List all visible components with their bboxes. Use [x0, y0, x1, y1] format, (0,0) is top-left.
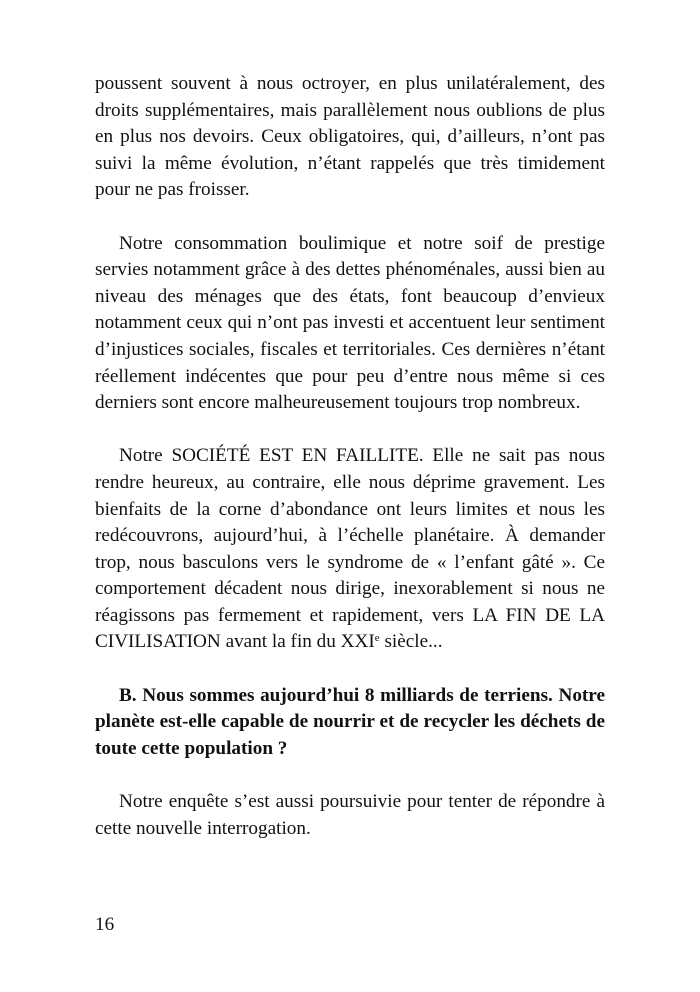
paragraph-consumption: Notre consommation boulimique et notre soif de prestige servies notamment grâce à des dettes phénoménales, aussi bien au niveau des ménages que des états, font beaucoup d’envieux notamment ceux qui n’ont pas investi et accentuent leur sentiment d’injustices sociales, fiscales et territoriales. Ces dernières n’étant réellement indécentes que pour peu d’entre nous même si ces derniers sont encore malheureusement toujours trop nombreux.: [95, 232, 605, 414]
page-body: [95, 71, 605, 842]
paragraph-society-end: siècle...: [379, 631, 443, 653]
paragraph-society-text: Notre SOCIÉTÉ EST EN FAILLITE. Elle ne sait pas nous rendre heureux, au contraire, elle nous déprime gravement. Les bienfaits de la corne d’abondance ont leurs limites et nous les redécouvrons, aujourd’hui, à l’échelle planétaire. À demander trop, nous basculons vers le syndrome de « l’enfant gâté ». Ce comportement décadent nous dirige, inexorablement si nous ne réagissons pas fermement et rapidement, vers LA FIN DE LA CIVILISATION avant la fin du XXI: [95, 445, 605, 653]
paragraph-society-bankrupt: [95, 443, 605, 656]
paragraph-investigation: Notre enquête s’est aussi poursuivie pour tenter de répondre à cette nouvelle interrogation.: [95, 791, 605, 839]
paragraph-continued: poussent souvent à nous octroyer, en plus unilatéralement, des droits supplémentaires, mais parallèlement nous oublions de plus en plus nos devoirs. Ceux obligatoires, qui, d’ailleurs, n’ont pas suivi la même évolution, n’étant rappelés que très timidement pour ne pas froisser.: [95, 73, 605, 201]
page-number: 16: [95, 914, 115, 935]
section-heading-b: B. Nous sommes aujourd’hui 8 milliards de terriens. Notre planète est-elle capable de nourrir et de recycler les déchets de toute cette population ?: [95, 684, 605, 759]
century-superscript: e: [374, 632, 380, 645]
